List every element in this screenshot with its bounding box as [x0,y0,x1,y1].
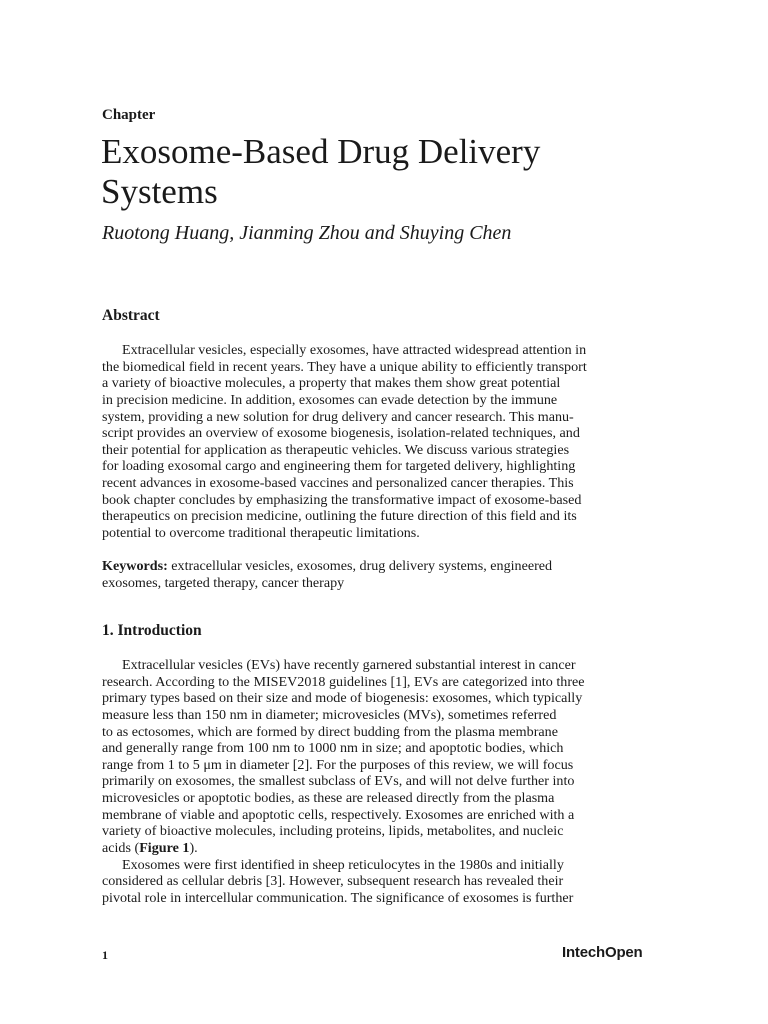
keywords-text: extracellular vesicles, exosomes, drug delivery systems, engineered [167,558,553,574]
abstract-line: recent advances in exosome-based vaccines and personalized cancer therapies. This [102,475,574,492]
keywords-paragraph [102,558,652,591]
chapter-title-line-1: Exosome-Based Drug Delivery [101,132,541,171]
intro-line: Exosomes were first identified in sheep reticulocytes in the 1980s and initially [122,856,564,873]
abstract-line: in precision medicine. In addition, exosomes can evade detection by the immune [102,391,558,408]
intro-line: to as ectosomes, which are formed by direct budding from the plasma membrane [102,723,558,740]
intro-line: microvesicles or apoptotic bodies, as these are released directly from the plasma [102,790,555,807]
abstract-line: therapeutics on precision medicine, outlining the future direction of this field and its [102,508,577,525]
intro-line: research. According to the MISEV2018 guidelines [1], EVs are categorized into three [102,673,585,690]
intro-line: considered as cellular debris [3]. However, subsequent research has revealed their [102,873,564,890]
keywords-line [102,558,652,575]
author-list: Ruotong Huang, Jianming Zhou and Shuying Chen [102,222,512,244]
abstract-line: potential to overcome traditional therapeutic limitations. [102,525,420,542]
intro-line: pivotal role in intercellular communication. The significance of exosomes is further [102,889,574,906]
abstract-line: a variety of bioactive molecules, a property that makes them show great potential [102,375,561,392]
abstract-line: the biomedical field in recent years. They have a unique ability to efficiently transport [102,358,587,375]
intro-line [102,840,652,857]
intro-line: measure less than 150 nm in diameter; microvesicles (MVs), sometimes referred [102,706,557,723]
page-number: 1 [102,948,108,962]
keywords-label: Keywords: [102,558,168,574]
abstract-line: for loading exosomal cargo and engineering them for targeted delivery, highlighting [102,458,576,475]
chapter-title [101,132,661,212]
intro-text: ). [189,840,198,857]
intro-line: range from 1 to 5 μm in diameter [2]. For the purposes of this review, we will focus [102,756,574,773]
keywords-line: exosomes, targeted therapy, cancer therapy [102,574,345,591]
introduction-heading: 1. Introduction [102,622,202,639]
abstract-line: system, providing a new solution for drug delivery and cancer research. This manu- [102,408,574,425]
intechopen-logo: IntechOpen [562,944,643,961]
chapter-label: Chapter [102,107,156,123]
abstract-heading: Abstract [102,307,160,324]
abstract-paragraph [102,342,652,542]
abstract-line: their potential for application as therapeutic vehicles. We discuss various strategies [102,441,570,458]
intro-line: Extracellular vesicles (EVs) have recently garnered substantial interest in cancer [122,657,576,673]
chapter-title-line-2: Systems [101,172,218,211]
abstract-line: Extracellular vesicles, especially exosomes, have attracted widespread attention in [122,342,587,358]
intro-line: and generally range from 100 nm to 1000 nm in size; and apoptotic bodies, which [102,740,564,757]
intro-text: acids ( [102,840,140,857]
intro-line: primarily on exosomes, the smallest subclass of EVs, and will not delve further into [102,773,575,790]
intro-line: primary types based on their size and mode of biogenesis: exosomes, which typically [102,690,583,707]
figure-1-reference[interactable]: Figure 1 [139,840,190,857]
intro-line: membrane of viable and apoptotic cells, respectively. Exosomes are enriched with a [102,806,575,823]
abstract-line: script provides an overview of exosome biogenesis, isolation-related techniques, and [102,425,580,442]
intro-line: variety of bioactive molecules, including proteins, lipids, metabolites, and nucleic [102,823,564,840]
introduction-body [102,657,652,907]
abstract-line: book chapter concludes by emphasizing the transformative impact of exosome-based [102,491,582,508]
